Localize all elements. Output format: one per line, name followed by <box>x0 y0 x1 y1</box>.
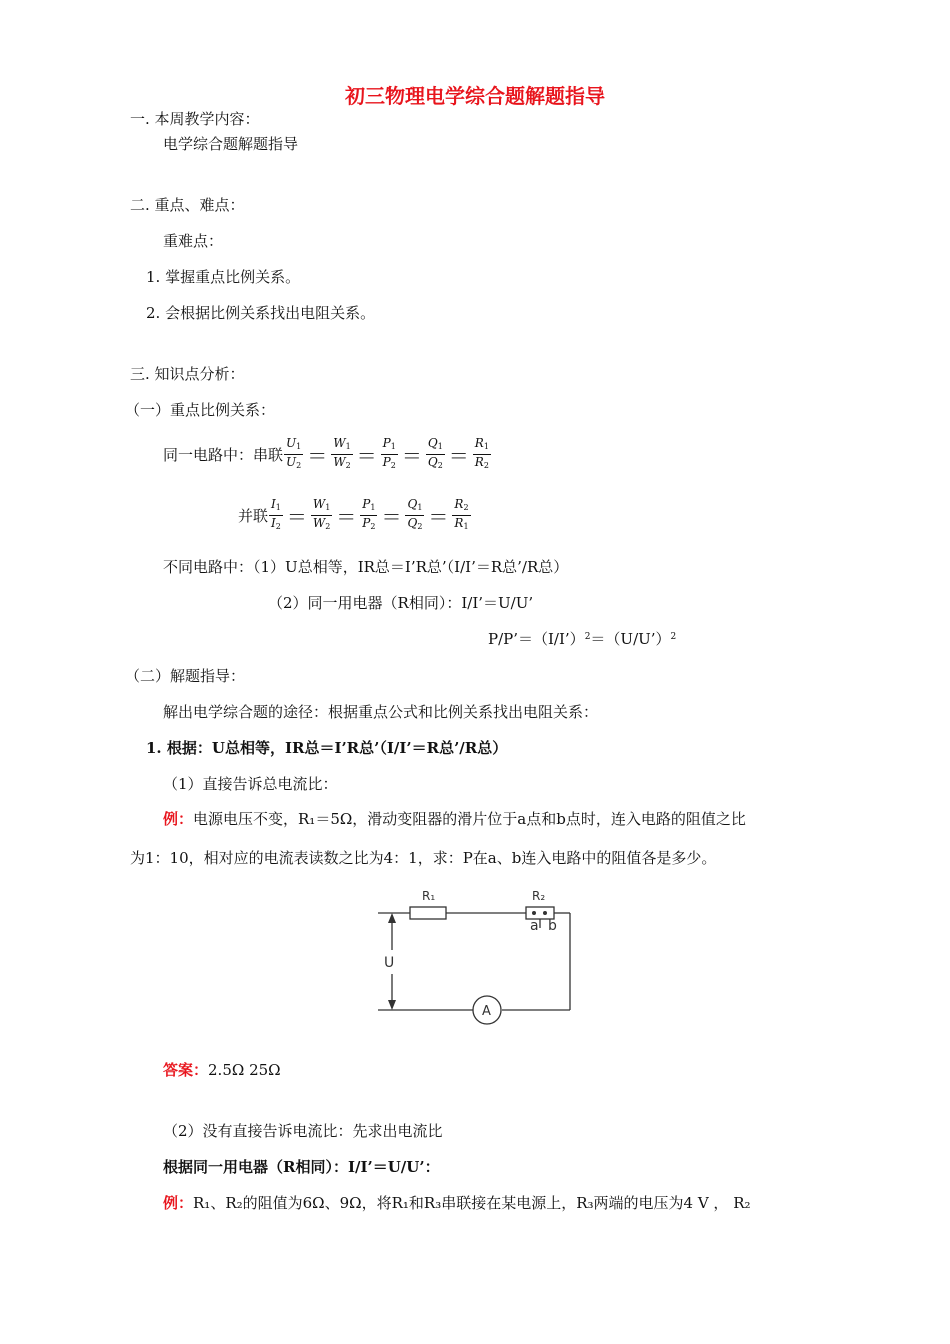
diff-rule-3 <box>488 628 676 649</box>
section-3-heading: 三. 知识点分析： <box>130 365 245 383</box>
parallel-label: 并联 <box>238 507 269 525</box>
series-ratios <box>283 436 492 470</box>
section-1-heading: 一. 本周教学内容： <box>130 110 260 128</box>
equals-sign: ＝ <box>428 505 449 529</box>
method-text: 解出电学综合题的途径：根据重点公式和比例关系找出电阻关系： <box>163 703 599 721</box>
section-2-sub: 重难点： <box>163 232 224 250</box>
circuit-diagram <box>370 880 590 1030</box>
example-label: 例： <box>163 810 194 828</box>
series-formula <box>163 436 492 473</box>
answer-1-value: 2.5Ω 25Ω <box>208 1061 281 1079</box>
equals-sign: ＝ <box>381 505 402 529</box>
voltage-label: U <box>384 955 395 971</box>
example-2-line-1 <box>163 1192 751 1213</box>
ratio-fraction: $\frac{P_1}{P_2}$ <box>362 497 376 531</box>
ratio-fraction: $\frac{Q_1}{Q_2}$ <box>427 436 443 470</box>
equals-sign: ＝ <box>401 444 422 468</box>
diff-circuit-1 <box>163 556 568 577</box>
section-2-item-2: 2. 会根据比例关系找出电阻关系。 <box>146 304 376 322</box>
square-mark: 2 <box>670 632 677 642</box>
example-1-line-2: 为1：10，相对应的电流表读数之比为4：1，求：P在a、b连入电路中的阻值各是多少。 <box>130 849 717 867</box>
parallel-formula <box>238 497 472 534</box>
example-1-text: 电源电压不变，R₁＝5Ω，滑动变阻器的滑片位于a点和b点时，连入电路的阻值之比 <box>193 810 746 828</box>
part-2-heading: （二）解题指导： <box>125 667 246 685</box>
section-2-item-1: 1. 掌握重点比例关系。 <box>146 268 301 286</box>
ratio-fraction: $\frac{Q_1}{Q_2}$ <box>407 497 423 531</box>
case-2: （2）没有直接告诉电流比：先求出电流比 <box>163 1122 443 1140</box>
answer-label: 答案： <box>163 1061 209 1079</box>
arrow-down-icon <box>388 1000 396 1010</box>
equals-sign: ＝ <box>286 505 307 529</box>
diff-rule-3b: ＝（U/U’） <box>590 630 671 648</box>
arrow-up-icon <box>388 913 396 923</box>
answer-1 <box>163 1059 281 1080</box>
ammeter-label: A <box>482 1004 491 1019</box>
diff-label: 不同电路中： <box>163 558 254 576</box>
equals-sign: ＝ <box>448 444 469 468</box>
series-label: 同一电路中：串联 <box>163 446 284 464</box>
ratio-fraction: $\frac{W_1}{W_2}$ <box>333 436 351 470</box>
example-label: 例： <box>163 1194 194 1212</box>
parallel-ratios <box>268 497 472 531</box>
square-mark: 2 <box>584 632 591 642</box>
ratio-fraction: $\frac{R_1}{R_2}$ <box>474 436 489 470</box>
case-1: （1）直接告诉总电流比： <box>163 775 338 793</box>
part-1-heading: （一）重点比例关系： <box>125 401 276 419</box>
point-a-label: a <box>530 918 539 934</box>
diff-rule-1: （1）U总相等，IR总＝I’R总’（I/I’＝R总’/R总） <box>253 558 569 576</box>
equals-sign: ＝ <box>356 444 377 468</box>
basis-1: 1. 根据：U总相等，IR总＝I’R总’（I/I’＝R总’/R总） <box>146 739 508 757</box>
ratio-fraction: $\frac{I_1}{I_2}$ <box>271 497 281 531</box>
section-2-heading: 二. 重点、难点： <box>130 196 245 214</box>
point-b-label: b <box>548 918 557 934</box>
page-title: 初三物理电学综合题解题指导 <box>345 84 605 108</box>
r1-label: R₁ <box>422 889 436 903</box>
section-1-body: 电学综合题解题指导 <box>163 135 299 153</box>
example-2-text: R₁、R₂的阻值为6Ω、9Ω，将R₁和R₃串联接在某电源上，R₃两端的电压为4 V ， R₂ <box>193 1194 751 1212</box>
equals-sign: ＝ <box>307 444 328 468</box>
equals-sign: ＝ <box>336 505 357 529</box>
example-1-line-1 <box>163 808 746 829</box>
contact-dot <box>532 911 536 915</box>
ratio-fraction: $\frac{P_1}{P_2}$ <box>382 436 396 470</box>
diff-rule-3a: P/P’＝（I/I’） <box>488 630 585 648</box>
ratio-fraction: $\frac{W_1}{W_2}$ <box>312 497 331 531</box>
ratio-fraction: $\frac{U_1}{U_2}$ <box>286 436 302 470</box>
diff-rule-2: （2）同一用电器（R相同）：I/I’＝U/U’ <box>268 594 534 612</box>
basis-2: 根据同一用电器（R相同）：I/I’＝U/U’： <box>163 1158 440 1176</box>
contact-dot <box>543 911 547 915</box>
ratio-fraction: $\frac{R_2}{R_1}$ <box>454 497 469 531</box>
r2-label: R₂ <box>532 889 546 903</box>
